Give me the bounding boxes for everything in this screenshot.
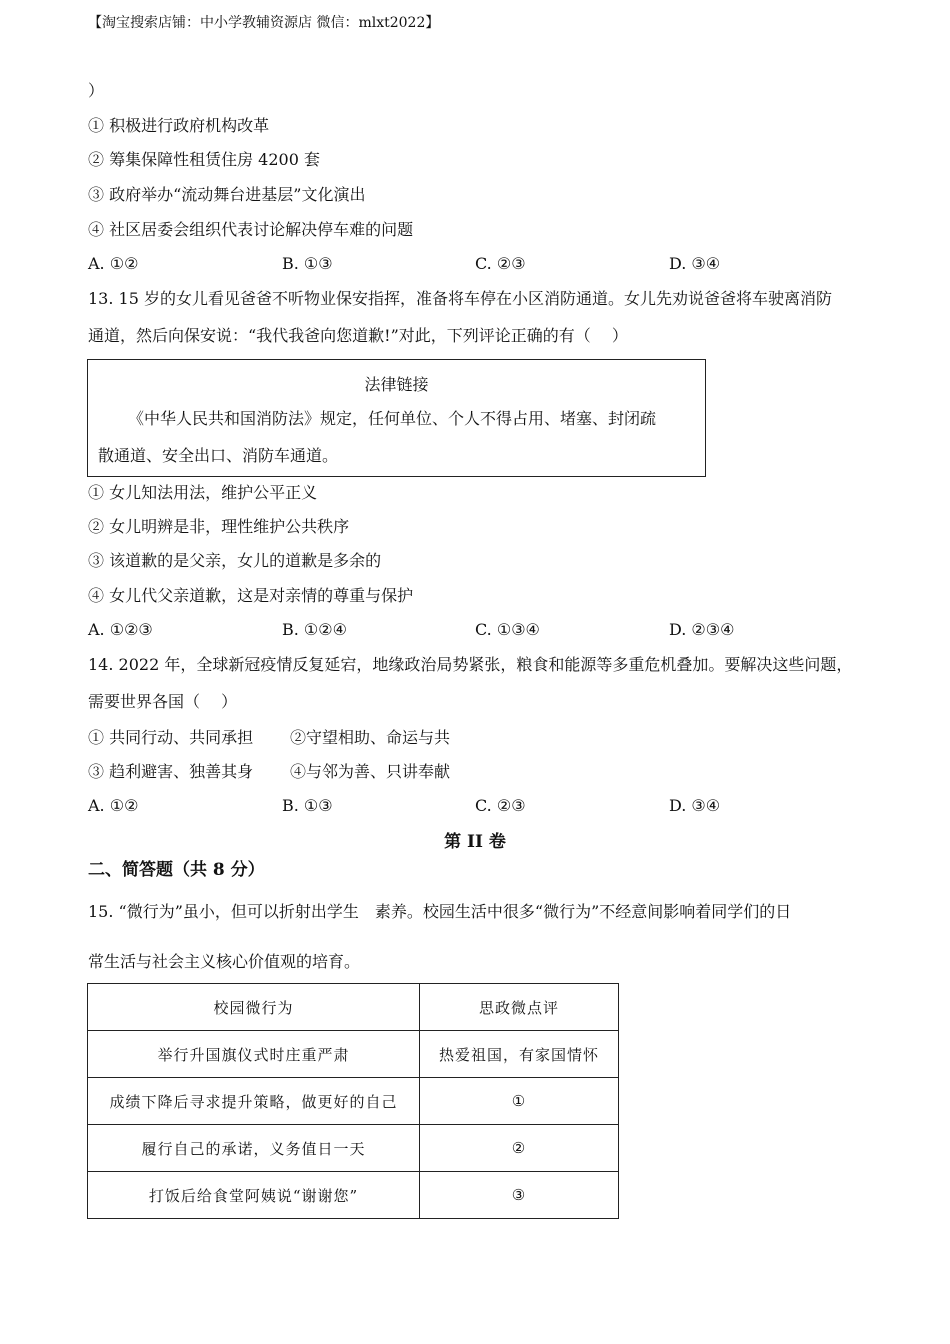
- q15-table: [87, 983, 619, 1219]
- table-header-row: [88, 984, 619, 1031]
- q12-item-3: ③ 政府举办“流动舞台进基层”文化演出: [88, 185, 366, 204]
- page-header: 【淘宝搜索店铺：中小学教辅资源店 微信：mlxt2022】: [88, 15, 440, 31]
- table-cell: ①: [420, 1078, 619, 1125]
- table-cell: 履行自己的承诺，义务值日一天: [88, 1125, 420, 1172]
- q14-item-2: ②守望相助、命运与共: [290, 728, 451, 747]
- table-cell: 打饭后给食堂阿姨说“谢谢您”: [88, 1172, 420, 1219]
- q13-option-a: A. ①②③: [88, 620, 153, 639]
- table-row: [88, 1172, 619, 1219]
- q12-tail: ）: [88, 81, 105, 100]
- q15-stem-line2: 常生活与社会主义核心价值观的培育。: [88, 952, 361, 971]
- table-header-cell: 思政微点评: [420, 984, 619, 1031]
- q14-stem-line2: 需要世界各国（ ）: [88, 692, 238, 711]
- q14-stem-line1: 14. 2022 年，全球新冠疫情反复延宕，地缘政治局势紧张，粮食和能源等多重危机叠加。要解决这些问题，: [88, 655, 853, 674]
- part-title: 第 II 卷: [444, 832, 506, 852]
- q14-item-1: ① 共同行动、共同承担: [88, 728, 254, 747]
- q13-stem-line2: 通道，然后向保安说：“我代我爸向您道歉!”对此，下列评论正确的有（ ）: [88, 326, 628, 345]
- q14-option-a: A. ①②: [88, 796, 139, 815]
- q13-option-d: D. ②③④: [669, 620, 735, 639]
- q12-option-b: B. ①③: [282, 254, 333, 273]
- q15-stem-line1: 15. “微行为”虽小，但可以折射出学生 素养。校园生活中很多“微行为”不经意间影响着同学们的日: [88, 902, 792, 921]
- table-cell: ③: [420, 1172, 619, 1219]
- table-cell: 举行升国旗仪式时庄重严肃: [88, 1031, 420, 1078]
- q13-item-3: ③ 该道歉的是父亲，女儿的道歉是多余的: [88, 551, 382, 570]
- law-link-box: [87, 359, 706, 477]
- table-row: [88, 1031, 619, 1078]
- table-row: [88, 1125, 619, 1172]
- q14-option-d: D. ③④: [669, 796, 721, 815]
- table-cell: 成绩下降后寻求提升策略，做更好的自己: [88, 1078, 420, 1125]
- q13-option-c: C. ①③④: [475, 620, 540, 639]
- q13-stem-line1: 13. 15 岁的女儿看见爸爸不听物业保安指挥，准备将车停在小区消防通道。女儿先劝说爸爸将车驶离消防: [88, 289, 832, 308]
- section-title: 二、简答题（共 8 分）: [88, 860, 265, 880]
- q13-item-4: ④ 女儿代父亲道歉，这是对亲情的尊重与保护: [88, 586, 414, 605]
- table-row: [88, 1078, 619, 1125]
- q14-option-c: C. ②③: [475, 796, 526, 815]
- table-cell: ②: [420, 1125, 619, 1172]
- q12-option-c: C. ②③: [475, 254, 526, 273]
- q14-option-b: B. ①③: [282, 796, 333, 815]
- table-cell: 热爱祖国，有家国情怀: [420, 1031, 619, 1078]
- table-header-cell: 校园微行为: [88, 984, 420, 1031]
- q12-item-1: ① 积极进行政府机构改革: [88, 116, 270, 135]
- q12-option-a: A. ①②: [88, 254, 139, 273]
- q13-item-1: ① 女儿知法用法，维护公平正义: [88, 483, 318, 502]
- q13-item-2: ② 女儿明辨是非，理性维护公共秩序: [88, 517, 350, 536]
- law-link-line2: 散通道、安全出口、消防车通道。: [98, 446, 339, 465]
- law-link-title: 法律链接: [364, 375, 429, 394]
- q12-option-d: D. ③④: [669, 254, 721, 273]
- q12-item-4: ④ 社区居委会组织代表讨论解决停车难的问题: [88, 220, 414, 239]
- q12-item-2: ② 筹集保障性租赁住房 4200 套: [88, 150, 320, 169]
- q14-item-4: ④与邻为善、只讲奉献: [290, 762, 451, 781]
- q14-item-3: ③ 趋利避害、独善其身: [88, 762, 254, 781]
- law-link-line1: 《中华人民共和国消防法》规定，任何单位、个人不得占用、堵塞、封闭疏: [128, 409, 657, 428]
- q13-option-b: B. ①②④: [282, 620, 347, 639]
